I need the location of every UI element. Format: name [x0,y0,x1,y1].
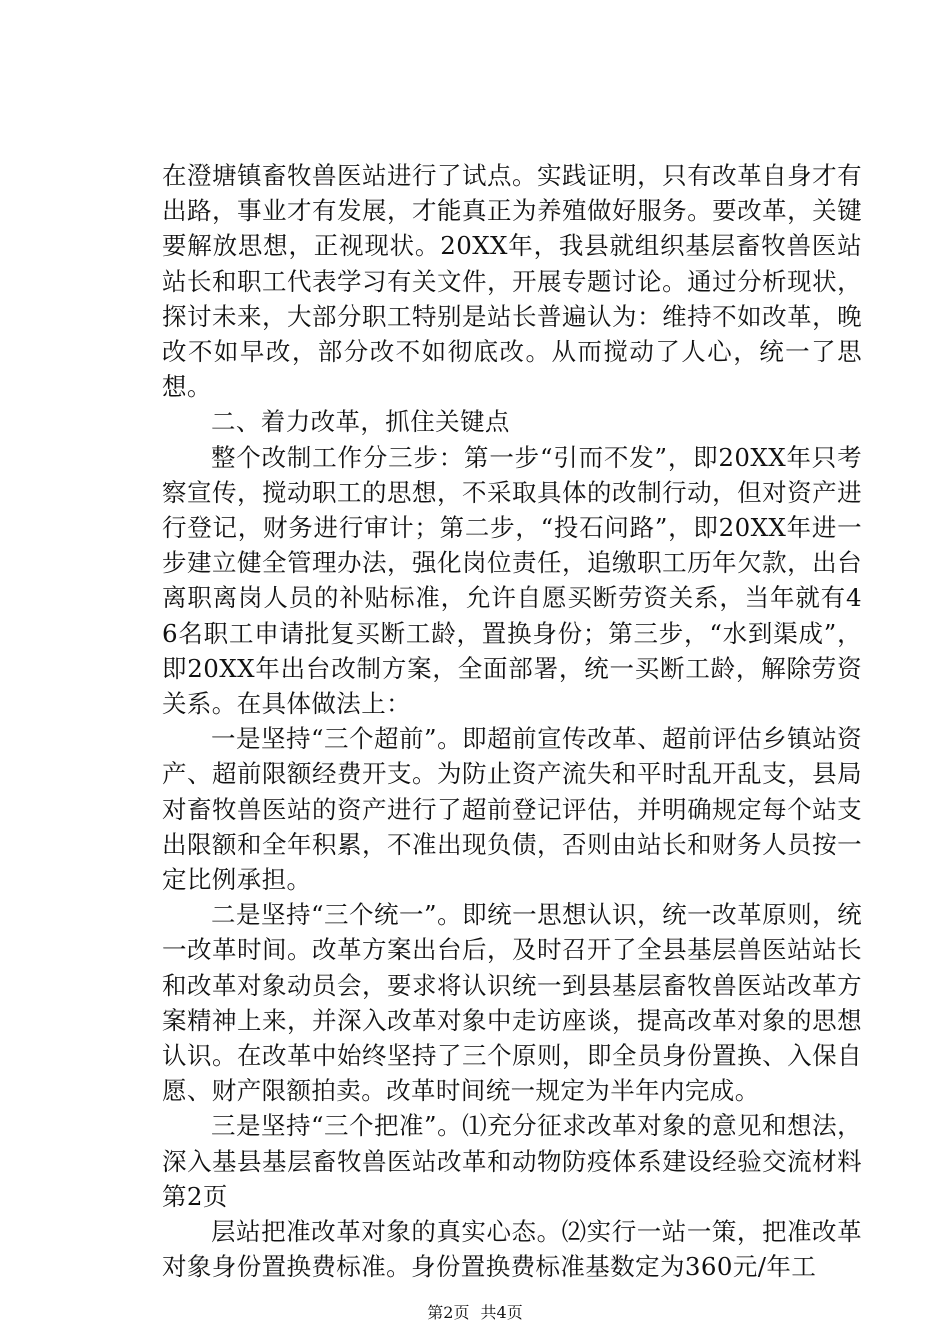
paragraph-5: 三是坚持“三个把准”。⑴充分征求改革对象的意见和想法，深入基县基层畜牧兽医站改革和动物防疫体系建设经验交流材料第2页 [162,1111,862,1211]
section-heading: 二、着力改革，抓住关键点 [211,407,510,437]
paragraph-2: 整个改制工作分三步：第一步“引而不发”，即20XX年只考察宣传，搅动职工的思想，不采取具体的改制行动，但对资产进行登记，财务进行审计；第二步，“投石问路”，即20XX年进一步建立健全管理办法，强化岗位责任，追缴职工历年欠款，出台离职离岗人员的补贴标准，允许自愿买断劳资关系，当年就有46名职工申请批复买断工龄，置换身份；第三步，“水到渠成”，即20XX年出台改制方案，全面部署，统一买断工龄，解除劳资关系。在具体做法上： [162,442,862,719]
document-body [162,158,862,1285]
paragraph-1: 在澄塘镇畜牧兽医站进行了试点。实践证明，只有改革自身才有出路，事业才有发展，才能真正为养殖做好服务。要改革，关键要解放思想，正视现状。20XX年，我县就组织基层畜牧兽医站站长和职工代表学习有关文件，开展专题讨论。通过分析现状，探讨未来，大部分职工特别是站长普遍认为：维持不如改革，晚改不如早改，部分改不如彻底改。从而搅动了人心，统一了思想。 [162,161,862,402]
page-total: 共4页 [480,1303,523,1322]
page-number: 第2页 [427,1303,470,1322]
paragraph-3: 一是坚持“三个超前”。即超前宣传改革、超前评估乡镇站资产、超前限额经费开支。为防止资产流失和平时乱开乱支，县局对畜牧兽医站的资产进行了超前登记评估，并明确规定每个站支出限额和全年积累，不准出现负债，否则由站长和财务人员按一定比例承担。 [162,724,862,895]
page-footer [0,1303,950,1323]
paragraph-6: 层站把准改革对象的真实心态。⑵实行一站一策，把准改革对象身份置换费标准。身份置换费标准基数定为360元/年工 [162,1217,862,1282]
paragraph-4: 二是坚持“三个统一”。即统一思想认识，统一改革原则，统一改革时间。改革方案出台后，及时召开了全县基层兽医站站长和改革对象动员会，要求将认识统一到县基层畜牧兽医站改革方案精神上来，并深入改革对象中走访座谈，提高改革对象的思想认识。在改革中始终坚持了三个原则，即全员身份置换、入保自愿、财产限额拍卖。改革时间统一规定为半年内完成。 [162,900,862,1106]
